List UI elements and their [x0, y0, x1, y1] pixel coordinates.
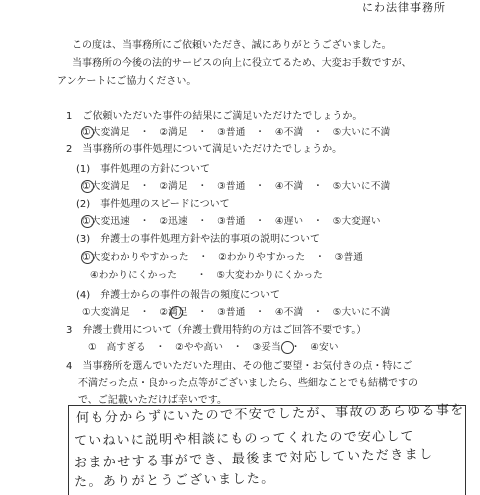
handwritten-comment-line-1: 何も分からずにいたので不安でしたが、事故のあらゆる事を: [75, 402, 465, 426]
q2-sub2-options: ①大変迅速 ・ ②迅速 ・ ③普通 ・ ④遅い ・ ⑤大変遅い: [82, 216, 381, 227]
q1-options: ①大変満足 ・ ②満足 ・ ③普通 ・ ④不満 ・ ⑤大いに不満: [82, 127, 391, 138]
q3-selected-mark: [281, 341, 294, 354]
intro-line-1: この度は、当事務所にご依頼いただき、誠にありがとうございました。: [72, 40, 392, 51]
q3-options: ① 高すぎる ・ ②やや高い ・ ③妥当 ・ ④安い: [88, 342, 339, 353]
q2-sub3-options-a: ①大変わかりやすかった ・ ②わかりやすかった ・ ③普通: [82, 252, 364, 263]
intro-line-2: 当事務所の今後の法的サービスの向上に役立てるため、大変お手数ですが、: [72, 58, 412, 69]
q2-sub1-selected-mark: [81, 180, 94, 193]
q1-selected-mark: [81, 126, 94, 139]
handwritten-comment-line-2: ていねいに説明や相談にものってくれたので安心して: [73, 429, 415, 449]
question-4-line-3: で、ご記載いただけば幸いです。: [78, 395, 227, 406]
q2-sub3-label: (3) 弁護士の事件処理方針や法的事項の説明について: [76, 234, 320, 245]
q2-sub2-selected-mark: [81, 215, 94, 228]
question-2: 2 当事務所の事件処理について満足いただけたでしょうか。: [66, 144, 343, 155]
handwritten-comment-line-4: た。ありがとうございました。: [73, 471, 276, 490]
question-1: 1 ご依頼いただいた事件の結果にご満足いただけたでしょうか。: [66, 111, 363, 122]
q2-sub4-selected-mark: [170, 306, 183, 319]
law-office-name: にわ法律事務所: [362, 1, 446, 14]
q2-sub2-label: (2) 事件処理のスピードについて: [76, 199, 230, 210]
handwritten-comment-line-3: おまかせする事ができ、最後まで対応していただきまし: [73, 447, 434, 471]
question-4-line-1: 4 当事務所を選んでいただいた理由、その他ご要望・お気付きの点・特にご: [66, 361, 413, 372]
q2-sub3-options-b: ④わかりにくかった ・ ⑤大変わかりにくかった: [90, 270, 324, 281]
q2-sub1-label: (1) 事件処理の方針について: [76, 164, 210, 175]
q2-sub1-options: ①大変満足 ・ ②満足 ・ ③普通 ・ ④不満 ・ ⑤大いに不満: [82, 181, 391, 192]
q2-sub4-label: (4) 弁護士からの事件の報告の頻度について: [76, 290, 280, 301]
q2-sub3-selected-mark: [81, 251, 94, 264]
q2-sub4-options: ①大変満足 ・ ②満足 ・ ③普通 ・ ④不満 ・ ⑤大いに不満: [82, 307, 391, 318]
question-3: 3 弁護士費用について（弁護士費用特約の方はご回答不要です。）: [66, 325, 367, 336]
question-4-line-2: 不満だった点・良かった点等がございましたら、些細なことでも結構ですの: [78, 378, 418, 389]
intro-line-3: アンケートにご協力ください。: [57, 76, 197, 87]
